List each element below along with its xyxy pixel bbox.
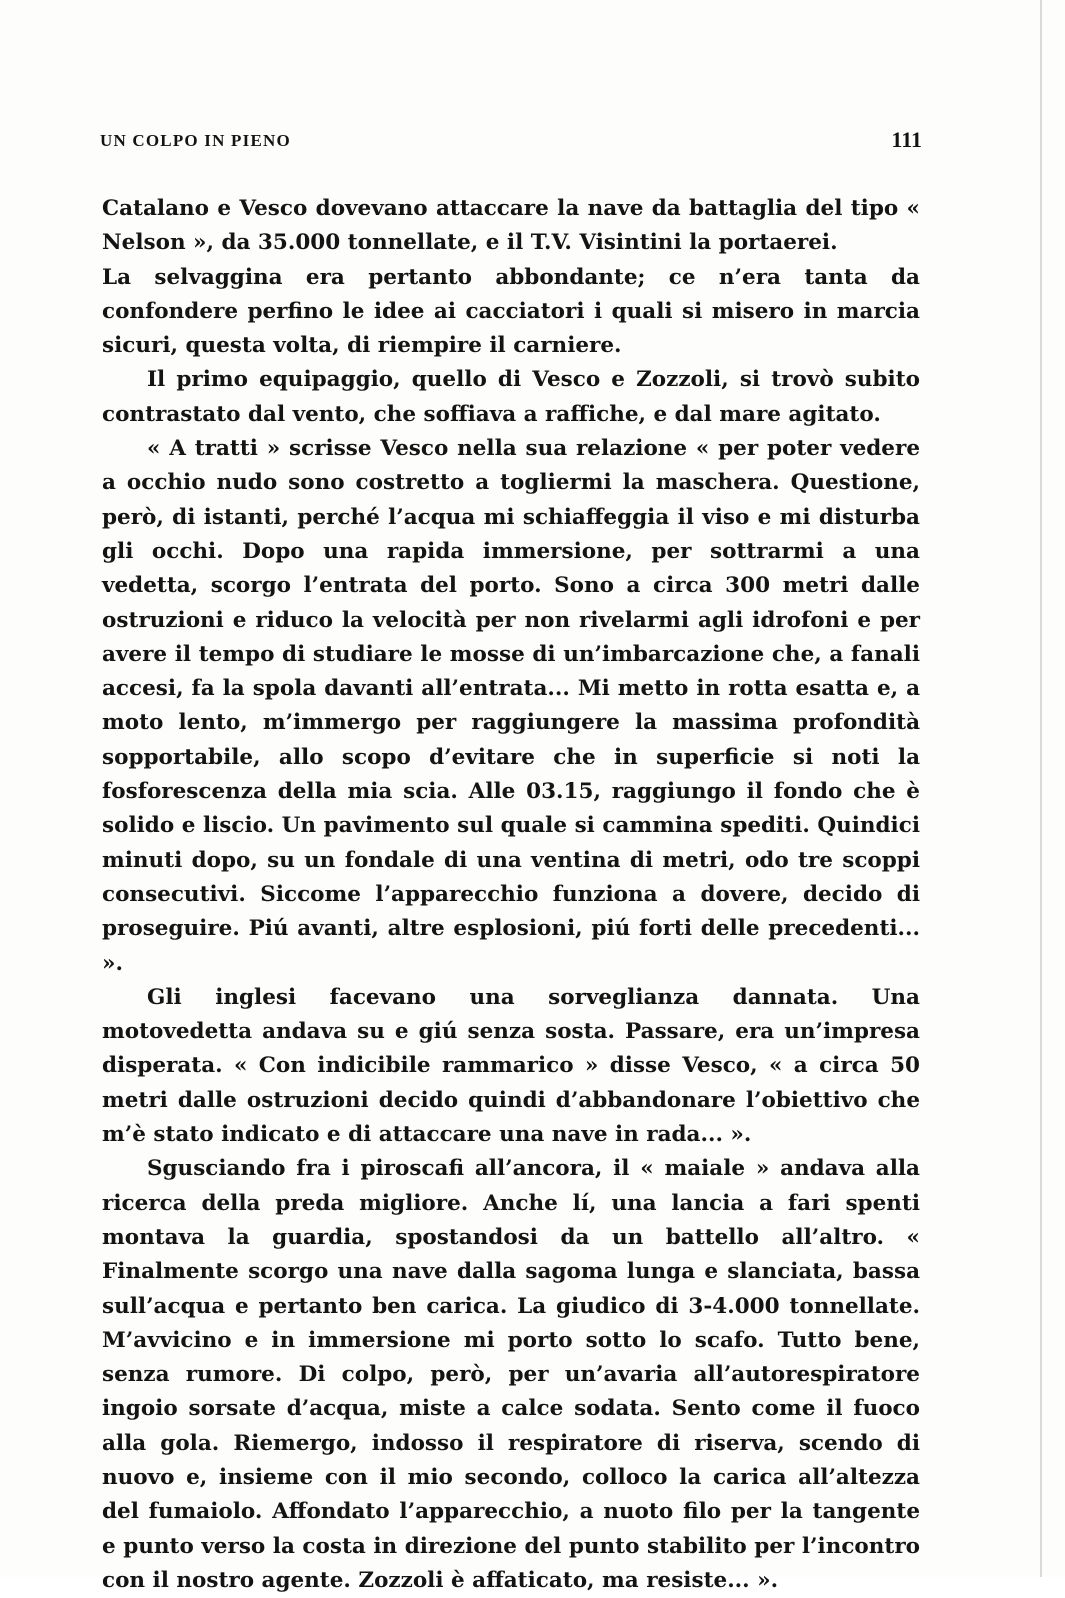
running-title: UN COLPO IN PIENO	[100, 131, 291, 150]
paragraph: La selvaggina era pertanto abbondante; ce n’era tanta da confondere perfino le idee ai cacciatori i quali si misero in marcia sicuri, questa volta, di riempire il carniere.	[102, 264, 920, 359]
paragraph: Sgusciando fra i piroscafi all’ancora, il « maiale » andava alla ricerca della preda migliore. Anche lí, una lancia a fari spenti montava la guardia, spostandosi da un battello all’altro. « Finalmente scorgo una nave dalla sagoma lunga e slanciata, bassa sull’acqua e pertanto ben carica. La giudico di 3-4.000 tonnellate. M’avvicino e in immersione mi porto sotto lo scafo. Tutto bene, senza rumore. Di colpo, però, per un’avaria all’autorespiratore ingoio sorsate d’acqua, miste a calce sodata. Sento come il fuoco alla gola. Riemergo, indosso il respiratore di riserva, scendo di nuovo e, insieme con il mio secondo, colloco la carica all’altezza del fumaiolo. Affondato l’apparecchio, a nuoto filo per la tangente e punto verso la costa in direzione del punto stabilito per l’incontro con il nostro agente. Zozzoli è affaticato, ma resiste... ».	[102, 1156, 920, 1593]
paragraph: Gli inglesi facevano una sorveglianza dannata. Una motovedetta andava su e giú senza sosta. Passare, era un’impresa disperata. « Con indicibile rammarico » disse Vesco, « a circa 50 metri dalle ostruzioni decido quindi d’abbandonare l’obiettivo che m’è stato indicato e di attaccare una nave in rada... ».	[102, 984, 920, 1148]
page-header	[100, 127, 922, 161]
page-number: 111	[891, 127, 922, 152]
paragraph: Catalano e Vesco dovevano attaccare la nave da battaglia del tipo « Nelson », da 35.000 tonnellate, e il T.V. Visintini la portaerei.	[102, 196, 920, 256]
paragraph: « A tratti » scrisse Vesco nella sua relazione « per poter vedere a occhio nudo sono costretto a togliermi la maschera. Questione, però, di istanti, perché l’acqua mi schiaffeggia il viso e mi disturba gli occhi. Dopo una rapida immersione, per sottrarmi a una vedetta, scorgo l’entrata del porto. Sono a circa 300 metri dalle ostruzioni e riduco la velocità per non rivelarmi agli idrofoni e per avere il tempo di studiare le mosse di un’imbarcazione che, a fanali accesi, fa la spola davanti all’entrata... Mi metto in rotta esatta e, a moto lento, m’immergo per raggiungere la massima profondità sopportabile, allo scopo d’evitare che in superficie si noti la fosforescenza della mia scia. Alle 03.15, raggiungo il fondo che è solido e liscio. Un pavimento sul quale si cammina spediti. Quindici minuti dopo, su un fondale di una ventina di metri, odo tre scoppi consecutivi. Siccome l’apparecchio funziona a dovere, decido di proseguire. Piú avanti, altre esplosioni, piú forti delle precedenti... ».	[102, 436, 920, 976]
page-edge-divider	[1040, 0, 1042, 1577]
body-text	[102, 192, 920, 1598]
paragraph: Il primo equipaggio, quello di Vesco e Zozzoli, si trovò subito contrastato dal vento, che soffiava a raffiche, e dal mare agitato.	[102, 367, 920, 427]
